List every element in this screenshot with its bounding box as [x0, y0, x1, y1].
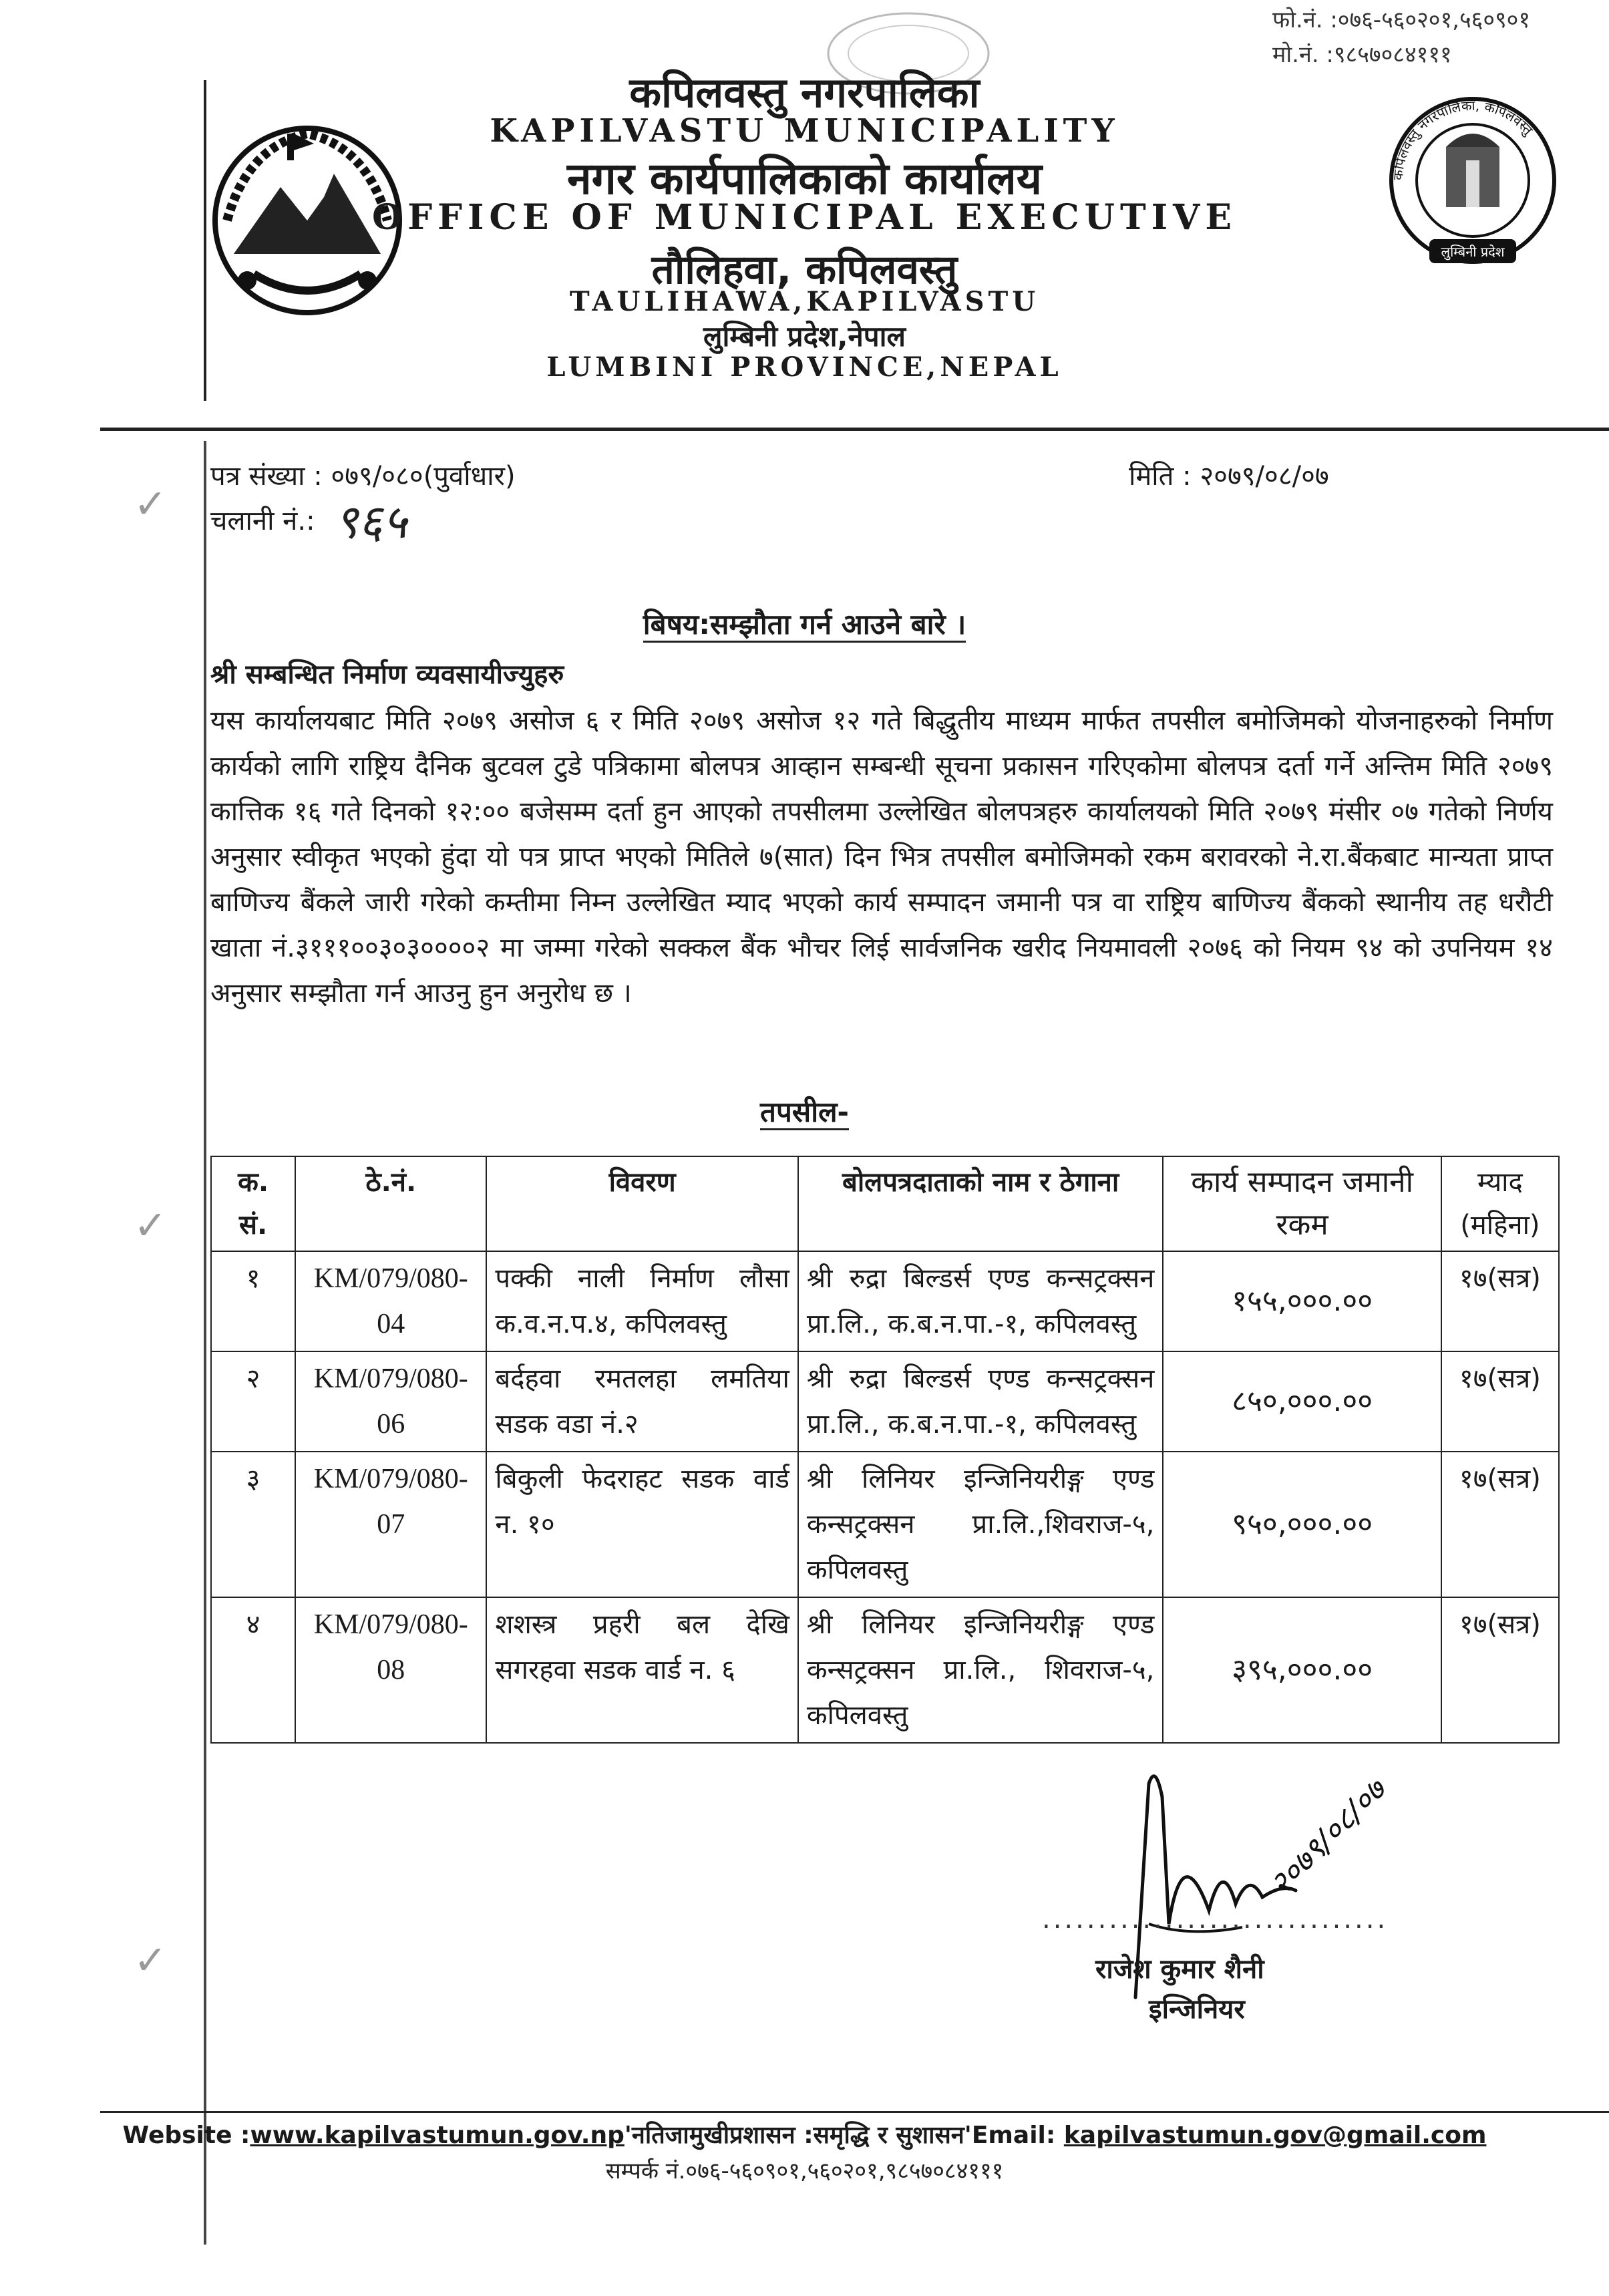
header-divider [100, 428, 1609, 431]
col-header-bidder: बोलपत्रदाताको नाम र ठेगाना [798, 1156, 1164, 1251]
place-np: तौलिहवा, कपिलवस्तु [651, 247, 958, 293]
cell-description: शशस्त्र प्रहरी बल देखि सगरहवा सडक वार्ड न. ६ [486, 1597, 797, 1743]
cell-sn: १ [211, 1251, 295, 1351]
letter-body: यस कार्यालयबाट मिति २०७९ असोज ६ र मिति २०७९ असोज १२ गते बिद्धुतीय माध्यम मार्फत तपसील बमोजिमको योजनाहरुको निर्माण कार्यको लागि राष्ट्रिय दैनिक बुटवल टुडे पत्रिकामा बोलपत्र आव्हान सम्बन्धी सूचना प्रकासन गरिएकोमा बोलपत्र दर्ता गर्ने अन्तिम मिति २०७९ कात्तिक १६ गते दिनको १२:०० बजेसम्म दर्ता हुन आएको तपसीलमा उल्लेखित बोलपत्रहरु कार्यालयको मिति २०७९ मंसीर ०७ गतेको निर्णय अनुसार स्वीकृत भएको हुंदा यो पत्र प्राप्त भएको मितिले ७(सात) दिन भित्र तपसील बमोजिमको रकम बरावरको ने.रा.बैंकबाट मान्यता प्राप्त बाणिज्य बैंकले जारी गरेको कम्तीमा निम्न उल्लेखित म्याद भएको कार्य सम्पादन जमानी पत्र वा राष्ट्रिय बाणिज्य बैंकको स्थानीय तह धरौटी खाता नं.३१११००३०३००००२ मा जम्मा गरेको सक्कल बैंक भौचर लिई सार्वजनिक खरीद नियमावली २०७६ को नियम ९४ को उपनियम १४ अनुसार सम्झौता गर्न आउनु हुन अनुरोध छ । [210, 705, 1553, 1009]
phone-number: फो.नं. :०७६-५६०२०१,५६०९०१ [1272, 7, 1531, 33]
cell-contract-no: KM/079/080-06 [295, 1351, 486, 1452]
province-np: लुम्बिनी प्रदेश,नेपाल [703, 320, 906, 353]
email-label: Email: [971, 2122, 1064, 2149]
schedule-table [210, 1156, 1560, 1744]
cell-description: बर्दहवा रमतलहा लमतिया सडक वडा नं.२ [486, 1351, 797, 1452]
header-contact [1272, 3, 1530, 72]
table-row [211, 1351, 1559, 1452]
cell-duration: १७(सत्र) [1441, 1597, 1559, 1743]
municipality-name-np: कपिलवस्तु नगरपालिका [629, 68, 980, 117]
seal-badge-text: लुम्बिनी प्रदेश [1441, 244, 1505, 260]
subject-line [0, 605, 1609, 643]
cell-duration: १७(सत्र) [1441, 1351, 1559, 1452]
slogan: 'नतिजामुखीप्रशासन :समृद्धि र सुशासन' [624, 2122, 972, 2149]
cell-bidder: श्री लिनियर इन्जिनियरीङ्ग एण्ड कन्सट्रक्सन प्रा.लि.,शिवराज-५, कपिलवस्तु [798, 1452, 1164, 1597]
seal-text: कपिलवस्तु नगरपालिका, कपिलवस्तु [1389, 97, 1537, 181]
margin-rule [204, 441, 206, 2245]
col-header-description: विवरण [486, 1156, 797, 1251]
footer-contact: सम्पर्क नं.०७६-५६०९०१,५६०२०१,९८५७०८४१११ [605, 2158, 1004, 2184]
table-row [211, 1597, 1559, 1743]
cell-amount: ३९५,०००.०० [1163, 1597, 1441, 1743]
cell-contract-no: KM/079/080-04 [295, 1251, 486, 1351]
col-header-sn: क. सं. [211, 1156, 295, 1251]
province-en: LUMBINI PROVINCE,NEPAL [546, 351, 1063, 383]
office-name-en: OFFICE OF MUNICIPAL EXECUTIVE [371, 197, 1238, 238]
cell-bidder: श्री रुद्रा बिल्डर्स एण्ड कन्सट्रक्सन प्रा.लि., क.ब.न.पा.-१, कपिलवस्तु [798, 1351, 1164, 1452]
dispatch-label: चलानी नं.: [210, 506, 315, 536]
cell-description: बिकुली फेदराहट सडक वार्ड न. १० [486, 1452, 797, 1597]
col-header-duration: म्याद (महिना) [1441, 1156, 1559, 1251]
mobile-number: मो.नं. :९८५७०८४१११ [1272, 41, 1452, 68]
website-label: Website : [122, 2122, 250, 2149]
signature-line: ............................... [1042, 1904, 1389, 1935]
cell-amount: १५५,०००.०० [1163, 1251, 1441, 1351]
cell-bidder: श्री लिनियर इन्जिनियरीङ्ग एण्ड कन्सट्रक्सन प्रा.लि., शिवराज-५, कपिलवस्तु [798, 1597, 1164, 1743]
cell-sn: ४ [211, 1597, 295, 1743]
municipality-name-en: KAPILVASTU MUNICIPALITY [490, 112, 1119, 150]
margin-tick-mark: ✓ [134, 481, 168, 528]
handwritten-date: २०७९/०८/०७ [1262, 1772, 1393, 1903]
table-row [211, 1452, 1559, 1597]
schedule-title: तपसील- [760, 1096, 849, 1130]
cell-duration: १७(सत्र) [1441, 1452, 1559, 1597]
letter-number: पत्र संख्या : ०७९/०८०(पुर्वाधार) [210, 461, 516, 492]
signer-title: इन्जिनियर [1149, 1994, 1245, 2025]
letter-date: मिति : २०७९/०८/०७ [1129, 461, 1329, 492]
cell-amount: ८५०,०००.०० [1163, 1351, 1441, 1452]
cell-bidder: श्री रुद्रा बिल्डर्स एण्ड कन्सट्रक्सन प्रा.लि., क.ब.न.पा.-१, कपिलवस्तु [798, 1251, 1164, 1351]
margin-tick-mark: ✓ [134, 1937, 168, 1984]
col-header-amount: कार्य सम्पादन जमानी रकम [1163, 1156, 1441, 1251]
addressee: श्री सम्बन्धित निर्माण व्यवसायीज्युहरु [210, 659, 564, 690]
email-link[interactable]: kapilvastumun.gov@gmail.com [1063, 2122, 1487, 2149]
cell-description: पक्की नाली निर्माण लौसा क.व.न.प.४, कपिलवस्तु [486, 1251, 797, 1351]
website-link[interactable]: www.kapilvastumun.gov.np [250, 2122, 624, 2149]
col-header-contract-no: ठे.नं. [295, 1156, 486, 1251]
table-header-row [211, 1156, 1559, 1251]
footer-divider [100, 2111, 1609, 2113]
header-left-rule [204, 80, 206, 401]
cell-contract-no: KM/079/080-08 [295, 1597, 486, 1743]
footer-website-line [0, 2118, 1609, 2150]
subject-text: बिषय:सम्झौता गर्न आउने बारे । [643, 608, 966, 643]
place-en: TAULIHAWA,KAPILVASTU [569, 286, 1040, 317]
cell-amount: ९५०,०००.०० [1163, 1452, 1441, 1597]
cell-sn: ३ [211, 1452, 295, 1597]
signer-name: राजेश कुमार शैनी [1095, 1954, 1264, 1985]
cell-duration: १७(सत्र) [1441, 1251, 1559, 1351]
cell-contract-no: KM/079/080-07 [295, 1452, 486, 1597]
office-name-np: नगर कार्यपालिकाको कार्यालय [567, 153, 1042, 204]
cell-sn: २ [211, 1351, 295, 1452]
table-row [211, 1251, 1559, 1351]
margin-tick-mark: ✓ [134, 1202, 168, 1249]
schedule-heading [0, 1092, 1609, 1130]
dispatch-number-handwritten: ९६५ [334, 494, 407, 549]
